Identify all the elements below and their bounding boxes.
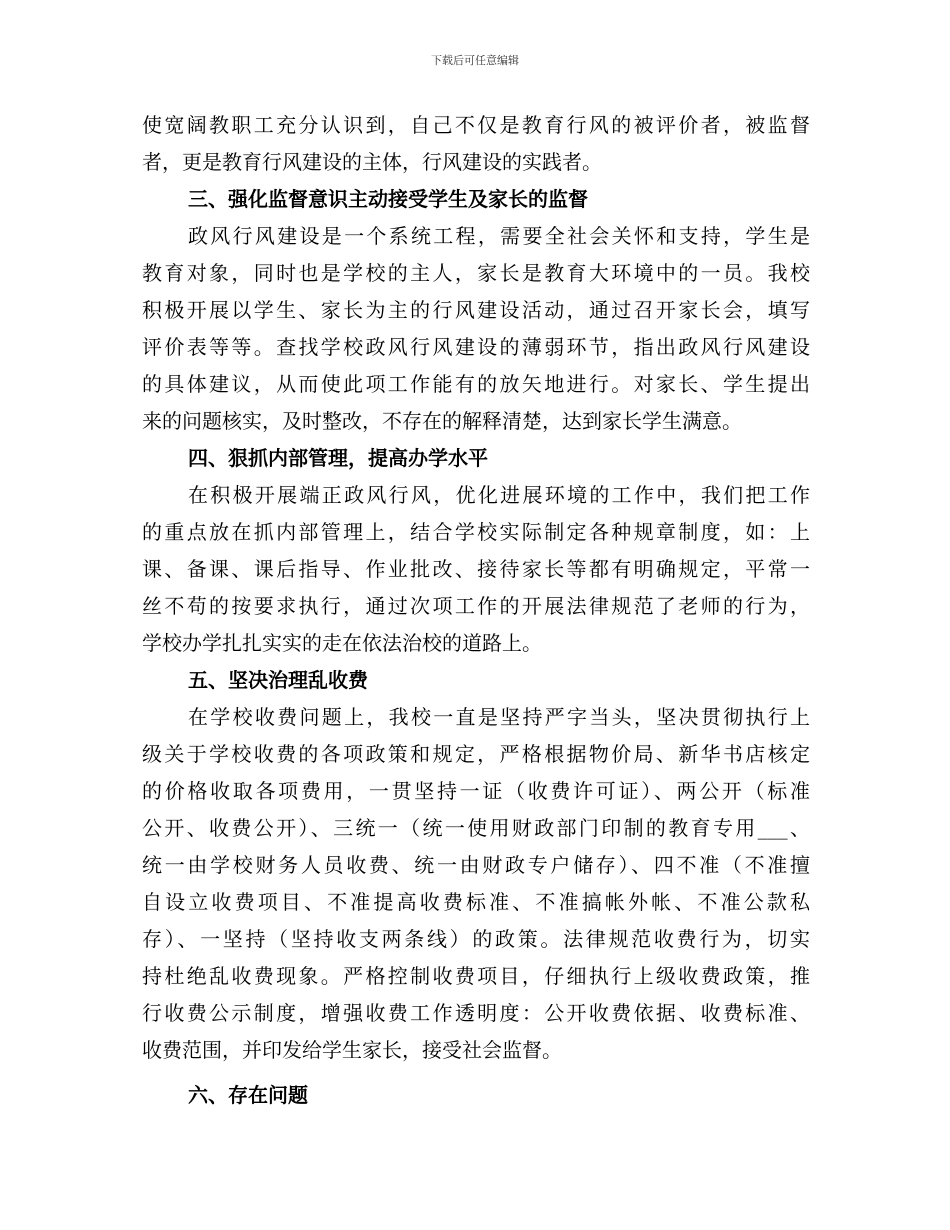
section-6 xyxy=(142,1077,810,1114)
paragraph-line: 存）、一坚持（坚持收支两条线）的政策。法律规范收费行为，切实 xyxy=(142,927,810,951)
section-5 xyxy=(142,662,810,1069)
paragraph-line: 使宽阔教职工充分认识到，自己不仅是教育行风的被评价者，被监督 xyxy=(142,113,810,137)
paragraph-line: 行收费公示制度，增强收费工作透明度：公开收费依据、收费标准、 xyxy=(142,1001,810,1025)
section-4 xyxy=(142,440,810,662)
paragraph-line: 者，更是教育行风建设的主体，行风建设的实践者。 xyxy=(142,150,602,174)
paragraph-line: 持杜绝乱收费现象。严格控制收费项目，仔细执行上级收费政策，推 xyxy=(142,964,810,988)
paragraph-line: 评价表等等。查找学校政风行风建设的薄弱环节，指出政风行风建设 xyxy=(142,335,810,359)
paragraph-line: 的重点放在抓内部管理上，结合学校实际制定各种规章制度，如：上 xyxy=(142,520,810,544)
paragraph-line: 积极开展以学生、家长为主的行风建设活动，通过召开家长会，填写 xyxy=(142,298,810,322)
section-heading: 四、狠抓内部管理，提高办学水平 xyxy=(188,446,488,470)
section-heading: 六、存在问题 xyxy=(188,1083,308,1107)
section-heading: 三、强化监督意识主动接受学生及家长的监督 xyxy=(188,187,588,211)
document-body xyxy=(142,107,810,1114)
page-header-note: 下载后可任意编辑 xyxy=(431,54,519,67)
section-intro xyxy=(142,107,810,181)
paragraph-line: 来的问题核实，及时整改，不存在的解释清楚，达到家长学生满意。 xyxy=(142,409,742,433)
section-3 xyxy=(142,181,810,440)
paragraph-line: 公开、收费公开）、三统一（统一使用财政部门印制的教育专用___、 xyxy=(142,816,810,840)
section-heading: 五、坚决治理乱收费 xyxy=(188,668,368,692)
paragraph-line: 课、备课、课后指导、作业批改、接待家长等都有明确规定，平常一 xyxy=(142,557,810,581)
paragraph-line: 政风行风建设是一个系统工程，需要全社会关怀和支持，学生是 xyxy=(188,224,810,248)
paragraph-line: 统一由学校财务人员收费、统一由财政专户储存）、四不准（不准擅 xyxy=(142,853,810,877)
paragraph-line: 学校办学扎扎实实的走在依法治校的道路上。 xyxy=(142,631,542,655)
paragraph-line: 丝不苟的按要求执行，通过次项工作的开展法律规范了老师的行为， xyxy=(142,594,810,618)
paragraph-line: 级关于学校收费的各项政策和规定，严格根据物价局、新华书店核定 xyxy=(142,742,810,766)
paragraph-line: 收费范围，并印发给学生家长，接受社会监督。 xyxy=(142,1038,562,1062)
paragraph-line: 自设立收费项目、不准提高收费标准、不准搞帐外帐、不准公款私 xyxy=(142,890,810,914)
paragraph-line: 的具体建议，从而使此项工作能有的放矢地进行。对家长、学生提出 xyxy=(142,372,810,396)
paragraph-line: 在学校收费问题上，我校一直是坚持严字当头，坚决贯彻执行上 xyxy=(188,705,810,729)
paragraph-line: 的价格收取各项费用，一贯坚持一证（收费许可证）、两公开（标准 xyxy=(142,779,810,803)
paragraph-line: 在积极开展端正政风行风，优化进展环境的工作中，我们把工作 xyxy=(188,483,810,507)
paragraph-line: 教育对象，同时也是学校的主人，家长是教育大环境中的一员。我校 xyxy=(142,261,810,285)
